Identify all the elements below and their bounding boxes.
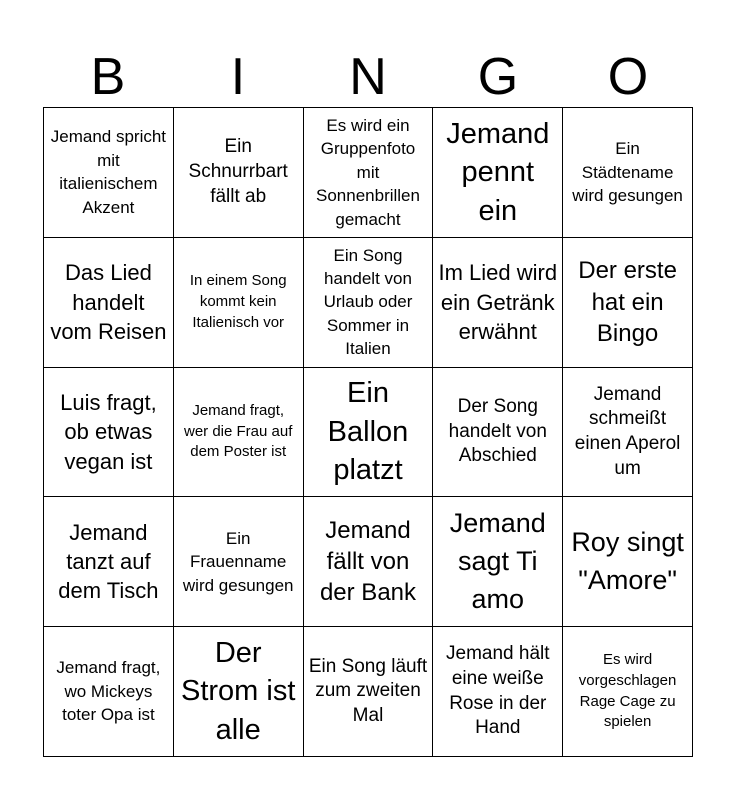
bingo-cell[interactable]: Der Song handelt von Abschied [433, 368, 563, 498]
header-letter-i: I [230, 48, 246, 106]
bingo-cell[interactable]: Jemand fragt, wer die Frau auf dem Poster ist [174, 368, 304, 498]
bingo-cell[interactable]: Das Lied handelt vom Reisen [44, 238, 174, 368]
bingo-cell[interactable]: Es wird ein Gruppenfoto mit Sonnenbrillen gemacht [304, 108, 434, 238]
bingo-cell[interactable]: Jemand sagt Ti amo [433, 497, 563, 627]
bingo-cell[interactable]: Jemand fragt, wo Mickeys toter Opa ist [44, 627, 174, 757]
bingo-cell[interactable]: Jemand pennt ein [433, 108, 563, 238]
header-letter-g: G [477, 48, 519, 106]
bingo-cell[interactable]: Ein Frauenname wird gesungen [174, 497, 304, 627]
bingo-cell[interactable]: Jemand spricht mit italienischem Akzent [44, 108, 174, 238]
bingo-cell[interactable]: Ein Ballon platzt [304, 368, 434, 498]
bingo-cell[interactable]: Ein Schnurrbart fällt ab [174, 108, 304, 238]
bingo-cell[interactable]: Es wird vorgeschlagen Rage Cage zu spielen [563, 627, 693, 757]
bingo-cell[interactable]: Jemand fällt von der Bank [304, 497, 434, 627]
bingo-cell[interactable]: Jemand hält eine weiße Rose in der Hand [433, 627, 563, 757]
bingo-cell[interactable]: Der erste hat ein Bingo [563, 238, 693, 368]
bingo-cell[interactable]: Luis fragt, ob etwas vegan ist [44, 368, 174, 498]
header-letter-b: B [90, 48, 126, 106]
bingo-cell[interactable]: Ein Städtename wird gesungen [563, 108, 693, 238]
bingo-cell[interactable]: Jemand schmeißt einen Aperol um [563, 368, 693, 498]
header-letter-o: O [607, 48, 649, 106]
bingo-cell[interactable]: In einem Song kommt kein Italienisch vor [174, 238, 304, 368]
bingo-grid [43, 107, 693, 757]
bingo-cell[interactable]: Jemand tanzt auf dem Tisch [44, 497, 174, 627]
header-letter-n: N [349, 48, 387, 106]
bingo-cell[interactable]: Roy singt "Amore" [563, 497, 693, 627]
bingo-header [43, 46, 693, 108]
bingo-cell[interactable]: Ein Song läuft zum zweiten Mal [304, 627, 434, 757]
bingo-cell[interactable]: Im Lied wird ein Getränk erwähnt [433, 238, 563, 368]
bingo-cell[interactable]: Der Strom ist alle [174, 627, 304, 757]
bingo-cell[interactable]: Ein Song handelt von Urlaub oder Sommer in Italien [304, 238, 434, 368]
